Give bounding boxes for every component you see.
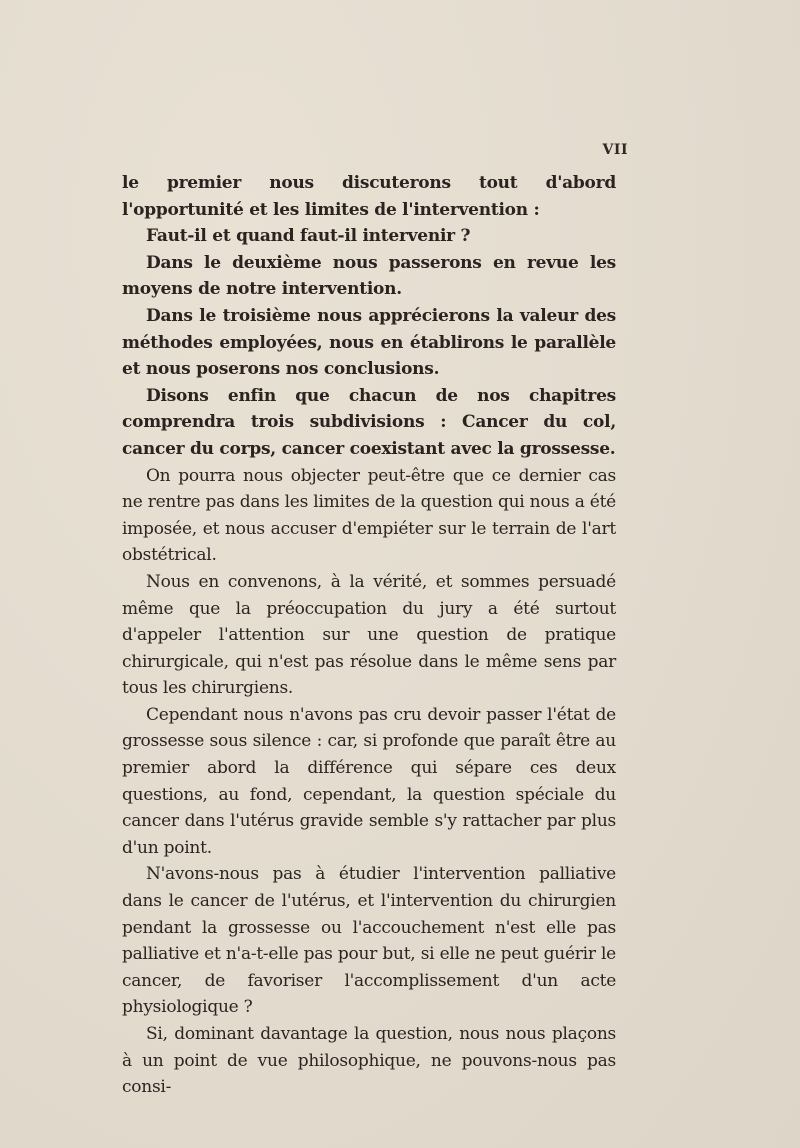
paragraph: Cependant nous n'avons pas cru devoir passer l'état de grossesse sous silence : car, si profonde que paraît être au premier abord la différence qui sépare ces deux questions, au fond, cependant, la question spéciale du cancer dans l'utérus gravide semble s'y rattacher par plus d'un point. (122, 704, 616, 858)
paragraph: le premier nous discuterons tout d'abord l'opportunité et les limites de l'intervention : (122, 173, 616, 220)
paragraph: Dans le troisième nous apprécierons la valeur des méthodes employées, nous en établirons le parallèle et nous poserons nos conclusions. (122, 305, 616, 380)
paragraph: Nous en convenons, à la vérité, et sommes persuadé même que la préoccupation du jury a été surtout d'appeler l'attention sur une question de pratique chirurgicale, qui n'est pas résolue dans le même sens par tous les chirurgiens. (122, 571, 616, 699)
paragraph: Disons enfin que chacun de nos chapitres comprendra trois subdivisions : Cancer du col, cancer du corps, cancer coexistant avec la grossesse. (122, 385, 616, 459)
paragraph: Dans le deuxième nous passerons en revue les moyens de notre intervention. (122, 252, 616, 300)
paragraph: N'avons-nous pas à étudier l'intervention palliative dans le cancer de l'utérus, et l'intervention du chirurgien pendant la grossesse ou l'accouchement n'est elle pas palliative et n'a-t-elle pas pour but, si elle ne peut guérir le cancer, de favoriser l'accomplissement d'un acte physiologique ? (122, 864, 616, 1018)
paragraph: Si, dominant davantage la question, nous nous plaçons à un point de vue philosophique, ne pouvons-nous pas consi- (122, 1024, 616, 1098)
paragraph: Faut-il et quand faut-il intervenir ? (146, 226, 471, 247)
page-number: VII (602, 142, 628, 158)
body-text (122, 170, 616, 1101)
paragraph: On pourra nous objecter peut-être que ce dernier cas ne rentre pas dans les limites de la question qui nous a été imposée, et nous accuser d'empiéter sur le terrain de l'art obstétrical. (122, 465, 616, 566)
